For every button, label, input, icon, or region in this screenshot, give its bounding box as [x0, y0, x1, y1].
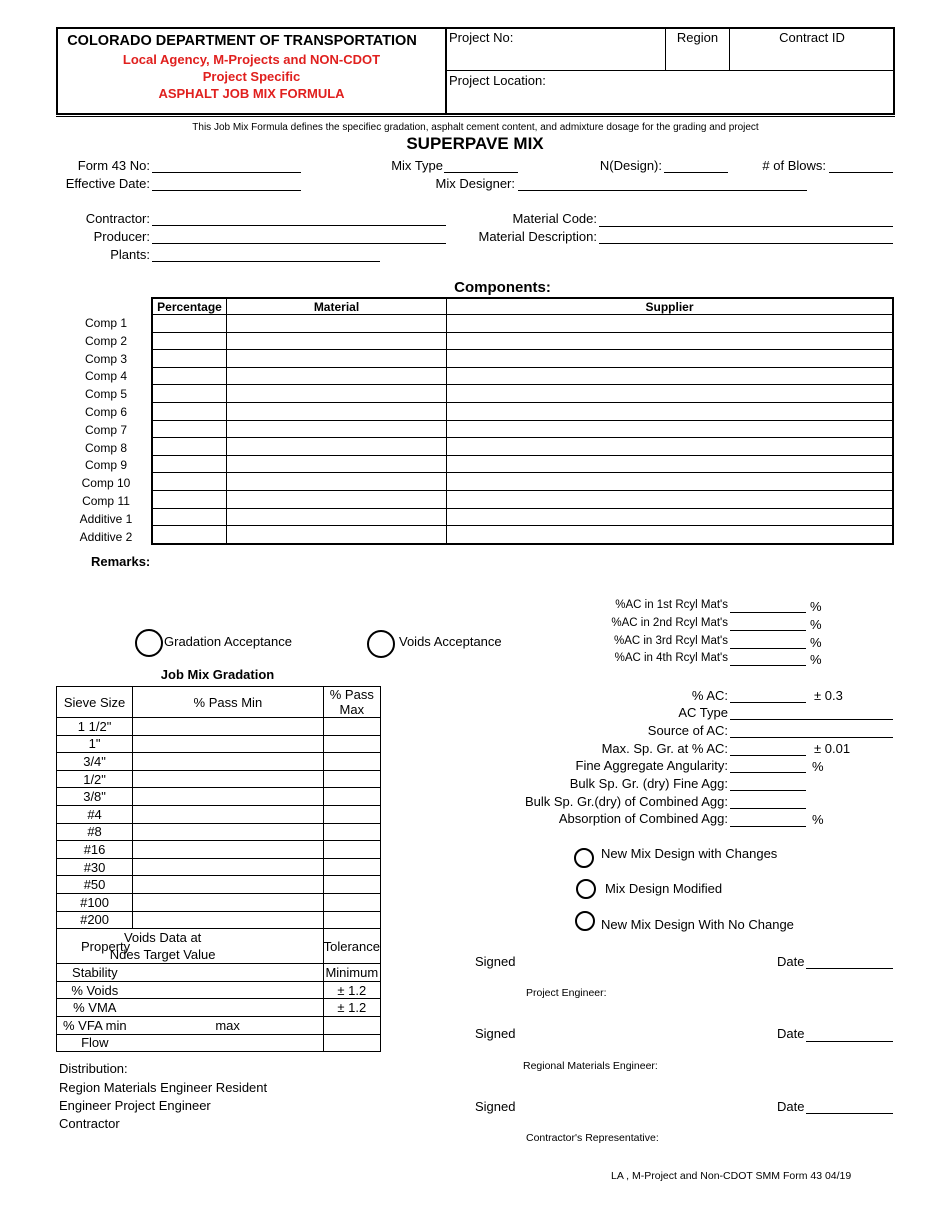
component-row — [152, 490, 893, 508]
component-row-label: Additive 1 — [79, 511, 133, 526]
form43-field[interactable] — [152, 172, 301, 173]
max-sp-gr-label: Max. Sp. Gr. at % AC: — [601, 741, 728, 756]
pass-min-cell[interactable] — [133, 805, 324, 823]
date-label-2: Date — [777, 1026, 805, 1041]
project-engineer-label: Project Engineer: — [526, 987, 607, 999]
percentage-cell[interactable] — [152, 526, 227, 544]
mix-type-field[interactable] — [444, 172, 518, 173]
target-cell[interactable] — [133, 981, 324, 999]
sieve-row — [57, 718, 381, 736]
sieve-size-cell: 1/2" — [57, 770, 133, 788]
distribution-line3: Contractor — [59, 1116, 120, 1131]
pass-min-cell[interactable] — [133, 823, 324, 841]
effective-date-field[interactable] — [152, 190, 301, 191]
supplier-cell[interactable] — [447, 402, 894, 420]
new-mix-no-change-label: New Mix Design With No Change — [601, 917, 794, 932]
material-cell[interactable] — [227, 385, 447, 403]
fine-angularity-field[interactable] — [730, 772, 806, 773]
property-header: Property — [57, 929, 133, 964]
percentage-cell[interactable] — [152, 508, 227, 526]
regional-engineer-label: Regional Materials Engineer: — [523, 1060, 658, 1072]
n-design-field[interactable] — [664, 172, 728, 173]
supplier-cell[interactable] — [447, 367, 894, 385]
agency-name: COLORADO DEPARTMENT OF TRANSPORTATION — [67, 33, 417, 49]
fine-angularity-label: Fine Aggregate Angularity: — [575, 758, 728, 773]
component-row — [152, 367, 893, 385]
component-row-label: Comp 8 — [84, 440, 128, 455]
supplier-cell[interactable] — [447, 490, 894, 508]
property-cell: % VMA — [57, 999, 133, 1017]
n-design-label: N(Design): — [599, 158, 662, 173]
rcyl-field[interactable] — [730, 665, 806, 666]
project-location-label: Project Location: — [449, 73, 546, 88]
date-field-1[interactable] — [806, 968, 893, 969]
mix-modified-radio[interactable] — [576, 879, 596, 899]
pass-min-cell[interactable] — [133, 841, 324, 859]
pass-min-header: % Pass Min — [133, 687, 324, 718]
pass-max-cell[interactable] — [323, 735, 380, 753]
voids-acceptance-radio[interactable] — [367, 630, 395, 658]
producer-field[interactable] — [152, 243, 446, 244]
supplier-cell[interactable] — [447, 385, 894, 403]
material-cell[interactable] — [227, 455, 447, 473]
sieve-size-header: Sieve Size — [57, 687, 133, 718]
mix-modified-label: Mix Design Modified — [605, 881, 723, 896]
supplier-cell[interactable] — [447, 508, 894, 526]
percentage-cell[interactable] — [152, 350, 227, 368]
gradation-title: Job Mix Gradation — [160, 667, 275, 682]
pass-max-cell[interactable] — [323, 718, 380, 736]
property-cell: Stability — [57, 964, 133, 982]
supplier-cell[interactable] — [447, 332, 894, 350]
distribution-line2: Engineer Project Engineer — [59, 1098, 211, 1113]
material-cell[interactable] — [227, 420, 447, 438]
ac-type-field[interactable] — [730, 719, 893, 720]
ac-label: % AC: — [691, 688, 728, 703]
voids-row — [57, 981, 381, 999]
supplier-cell[interactable] — [447, 420, 894, 438]
ac-type-label: AC Type — [678, 705, 728, 720]
absorption-unit: % — [812, 812, 824, 827]
component-row — [152, 385, 893, 403]
target-cell[interactable]: max — [133, 1016, 324, 1034]
rcyl-unit: % — [810, 634, 822, 650]
component-row-label: Comp 3 — [84, 351, 128, 366]
components-title: Components: — [454, 279, 551, 296]
supplier-cell[interactable] — [447, 350, 894, 368]
component-row — [152, 315, 893, 333]
sieve-size-cell: #50 — [57, 876, 133, 894]
ac-source-field[interactable] — [730, 737, 893, 738]
percentage-cell[interactable] — [152, 367, 227, 385]
pass-min-cell[interactable] — [133, 788, 324, 806]
header-divider — [445, 70, 895, 71]
rcyl-field[interactable] — [730, 648, 806, 649]
component-row — [152, 438, 893, 456]
percentage-cell[interactable] — [152, 455, 227, 473]
bulk-combined-field[interactable] — [730, 808, 806, 809]
bulk-combined-label: Bulk Sp. Gr.(dry) of Combined Agg: — [524, 794, 728, 809]
rcyl-label: %AC in 4th Rcyl Mat's — [614, 652, 728, 665]
tolerance-cell[interactable]: ± 1.2 — [323, 999, 380, 1017]
rcyl-field[interactable] — [730, 630, 806, 631]
sieve-row — [57, 893, 381, 911]
form43-label: Form 43 No: — [77, 158, 150, 173]
component-row-label: Comp 2 — [84, 333, 128, 348]
region-label: Region — [676, 30, 719, 45]
component-row — [152, 455, 893, 473]
target-cell[interactable] — [133, 999, 324, 1017]
tolerance-cell[interactable]: ± 1.2 — [323, 981, 380, 999]
gradation-acceptance-label: Gradation Acceptance — [164, 634, 292, 649]
mix-type-label: Mix Type — [391, 158, 443, 173]
percentage-cell[interactable] — [152, 315, 227, 333]
rcyl-label: %AC in 2nd Rcyl Mat's — [611, 616, 728, 629]
material-code-label: Material Code: — [512, 211, 597, 226]
contract-id-label: Contract ID — [779, 30, 845, 45]
header-underline — [56, 116, 895, 117]
bulk-fine-field[interactable] — [730, 790, 806, 791]
component-row — [152, 473, 893, 491]
blows-field[interactable] — [829, 172, 893, 173]
ac-source-label: Source of AC: — [647, 723, 728, 738]
pass-max-cell[interactable] — [323, 770, 380, 788]
fine-angularity-unit: % — [812, 759, 824, 774]
component-row — [152, 332, 893, 350]
voids-row — [57, 999, 381, 1017]
sieve-row — [57, 841, 381, 859]
sieve-row — [57, 735, 381, 753]
bulk-fine-label: Bulk Sp. Gr. (dry) Fine Agg: — [569, 776, 728, 791]
target-cell[interactable] — [133, 1034, 324, 1052]
pass-min-cell[interactable] — [133, 718, 324, 736]
percentage-cell[interactable] — [152, 385, 227, 403]
header-sub1: Local Agency, M-Projects and NON-CDOT — [122, 52, 381, 67]
sieve-size-cell: 1 1/2" — [57, 718, 133, 736]
sieve-size-cell: #8 — [57, 823, 133, 841]
sieve-size-cell: #200 — [57, 911, 133, 929]
pass-max-cell[interactable] — [323, 788, 380, 806]
percentage-cell[interactable] — [152, 438, 227, 456]
material-cell[interactable] — [227, 438, 447, 456]
tolerance-header: Tolerance — [323, 929, 380, 964]
sieve-size-cell: 3/8" — [57, 788, 133, 806]
sieve-row — [57, 805, 381, 823]
date-field-2[interactable] — [806, 1041, 893, 1042]
new-mix-no-change-radio[interactable] — [575, 911, 595, 931]
pass-max-cell[interactable] — [323, 823, 380, 841]
components-table — [151, 297, 894, 545]
effective-date-label: Effective Date: — [65, 176, 150, 191]
voids-data-header: Voids Data at Ndes Target Value — [133, 929, 324, 964]
pass-min-cell[interactable] — [133, 911, 324, 929]
supplier-cell[interactable] — [447, 526, 894, 544]
header-sub3: ASPHALT JOB MIX FORMULA — [158, 86, 345, 101]
gradation-acceptance-radio[interactable] — [135, 629, 163, 657]
pass-max-cell[interactable] — [323, 858, 380, 876]
voids-row — [57, 1034, 381, 1052]
percentage-cell[interactable] — [152, 420, 227, 438]
component-row-label: Comp 9 — [84, 458, 128, 473]
percentage-cell[interactable] — [152, 473, 227, 491]
material-cell[interactable] — [227, 508, 447, 526]
plants-label: Plants: — [110, 247, 150, 262]
new-mix-changes-radio[interactable] — [574, 848, 594, 868]
component-row-label: Comp 10 — [81, 476, 131, 491]
percentage-header: Percentage — [152, 298, 227, 315]
percentage-cell[interactable] — [152, 402, 227, 420]
sieve-size-cell: 3/4" — [57, 753, 133, 771]
pass-max-cell[interactable] — [323, 805, 380, 823]
component-row — [152, 350, 893, 368]
sieve-row — [57, 770, 381, 788]
component-row — [152, 526, 893, 544]
property-cell: % Voids — [57, 981, 133, 999]
component-row-label: Comp 11 — [82, 494, 130, 508]
plants-field[interactable] — [152, 261, 380, 262]
sieve-size-cell: #16 — [57, 841, 133, 859]
blows-label: # of Blows: — [762, 158, 826, 173]
material-cell[interactable] — [227, 402, 447, 420]
rcyl-unit: % — [810, 616, 822, 632]
date-label-3: Date — [777, 1099, 805, 1114]
rcyl-label: %AC in 1st Rcyl Mat's — [615, 599, 728, 611]
max-sp-gr-field[interactable] — [730, 755, 806, 756]
pass-max-cell[interactable] — [323, 876, 380, 894]
new-mix-changes-label: New Mix Design with Changes — [601, 846, 778, 861]
pass-min-cell[interactable] — [133, 770, 324, 788]
ac-tolerance: ± 0.3 — [814, 688, 843, 703]
sieve-row — [57, 858, 381, 876]
supplier-cell[interactable] — [447, 438, 894, 456]
sieve-size-cell: #30 — [57, 858, 133, 876]
rcyl-unit: % — [810, 599, 822, 614]
sieve-row — [57, 911, 381, 929]
material-cell[interactable] — [227, 490, 447, 508]
component-row — [152, 508, 893, 526]
distribution-title: Distribution: — [59, 1061, 128, 1076]
pass-max-cell[interactable] — [323, 753, 380, 771]
material-cell[interactable] — [227, 526, 447, 544]
component-row-label: Comp 5 — [84, 387, 128, 402]
absorption-field[interactable] — [730, 826, 806, 827]
property-cell: % VFA min — [57, 1016, 133, 1034]
date-label-1: Date — [777, 954, 805, 969]
ac-field[interactable] — [730, 702, 806, 703]
supplier-cell[interactable] — [447, 473, 894, 491]
pass-min-cell[interactable] — [133, 876, 324, 894]
distribution-line1: Region Materials Engineer Resident — [59, 1080, 268, 1095]
voids-row — [57, 964, 381, 982]
pass-min-cell[interactable] — [133, 858, 324, 876]
signed-label-2: Signed — [475, 1026, 516, 1041]
material-header: Material — [227, 298, 447, 315]
tolerance-cell[interactable]: Minimum — [323, 964, 380, 982]
material-cell[interactable] — [227, 350, 447, 368]
intro-text: This Job Mix Formula defines the specifiec gradation, asphalt cement content, and admixture dosage for the grading and project — [192, 122, 759, 133]
pass-max-cell[interactable] — [323, 893, 380, 911]
rcyl-label: %AC in 3rd Rcyl Mat's — [613, 634, 728, 647]
component-row-label: Comp 4 — [84, 369, 128, 384]
pass-max-header: % Pass Max — [323, 687, 380, 718]
supplier-cell[interactable] — [447, 455, 894, 473]
sieve-size-cell: 1" — [57, 735, 133, 753]
signed-label-1: Signed — [475, 954, 516, 969]
contractor-label: Contractor: — [85, 211, 150, 226]
contractor-field[interactable] — [152, 225, 446, 226]
component-row-label: Comp 1 — [84, 316, 128, 330]
mix-designer-field[interactable] — [518, 190, 807, 191]
signed-label-3: Signed — [475, 1099, 516, 1114]
mix-title: SUPERPAVE MIX — [406, 134, 544, 153]
project-no-label: Project No: — [449, 30, 514, 45]
property-cell: Flow — [57, 1034, 133, 1052]
max-sp-gr-tolerance: ± 0.01 — [814, 741, 851, 756]
component-row-label: Additive 2 — [79, 529, 133, 544]
target-cell[interactable] — [133, 964, 324, 982]
component-row-label: Comp 6 — [84, 405, 128, 419]
pass-max-cell[interactable] — [323, 841, 380, 859]
material-description-label: Material Description: — [478, 229, 597, 244]
mix-designer-label: Mix Designer: — [435, 176, 515, 191]
supplier-cell[interactable] — [447, 315, 894, 333]
rcyl-field[interactable] — [730, 612, 806, 613]
sieve-row — [57, 788, 381, 806]
contractor-rep-label: Contractor's Representative: — [526, 1132, 659, 1144]
material-cell[interactable] — [227, 473, 447, 491]
pass-min-cell[interactable] — [133, 753, 324, 771]
voids-acceptance-label: Voids Acceptance — [399, 634, 502, 649]
sieve-row — [57, 823, 381, 841]
rcyl-unit: % — [810, 652, 822, 668]
remarks-label: Remarks: — [91, 554, 151, 569]
supplier-header: Supplier — [447, 298, 894, 315]
sieve-size-cell: #4 — [57, 805, 133, 823]
pass-max-cell[interactable] — [323, 911, 380, 929]
pass-min-cell[interactable] — [133, 735, 324, 753]
sieve-row — [57, 876, 381, 894]
producer-label: Producer: — [93, 229, 150, 244]
absorption-label: Absorption of Combined Agg: — [558, 811, 728, 826]
percentage-cell[interactable] — [152, 332, 227, 350]
percentage-cell[interactable] — [152, 490, 227, 508]
material-cell[interactable] — [227, 332, 447, 350]
material-cell[interactable] — [227, 367, 447, 385]
tolerance-cell[interactable] — [323, 1034, 380, 1052]
pass-min-cell[interactable] — [133, 893, 324, 911]
sieve-size-cell: #100 — [57, 893, 133, 911]
component-row — [152, 420, 893, 438]
material-cell[interactable] — [227, 315, 447, 333]
component-row — [152, 402, 893, 420]
material-description-field[interactable] — [599, 243, 893, 244]
gradation-table — [56, 686, 381, 1052]
sieve-row — [57, 753, 381, 771]
header-sub2: Project Specific — [202, 69, 301, 84]
form-footer: LA , M-Project and Non-CDOT SMM Form 43 04/19 — [611, 1170, 852, 1182]
date-field-3[interactable] — [806, 1113, 893, 1114]
tolerance-cell[interactable] — [323, 1016, 380, 1034]
component-row-label: Comp 7 — [84, 422, 128, 437]
voids-row — [57, 1016, 381, 1034]
material-code-field[interactable] — [599, 226, 893, 227]
